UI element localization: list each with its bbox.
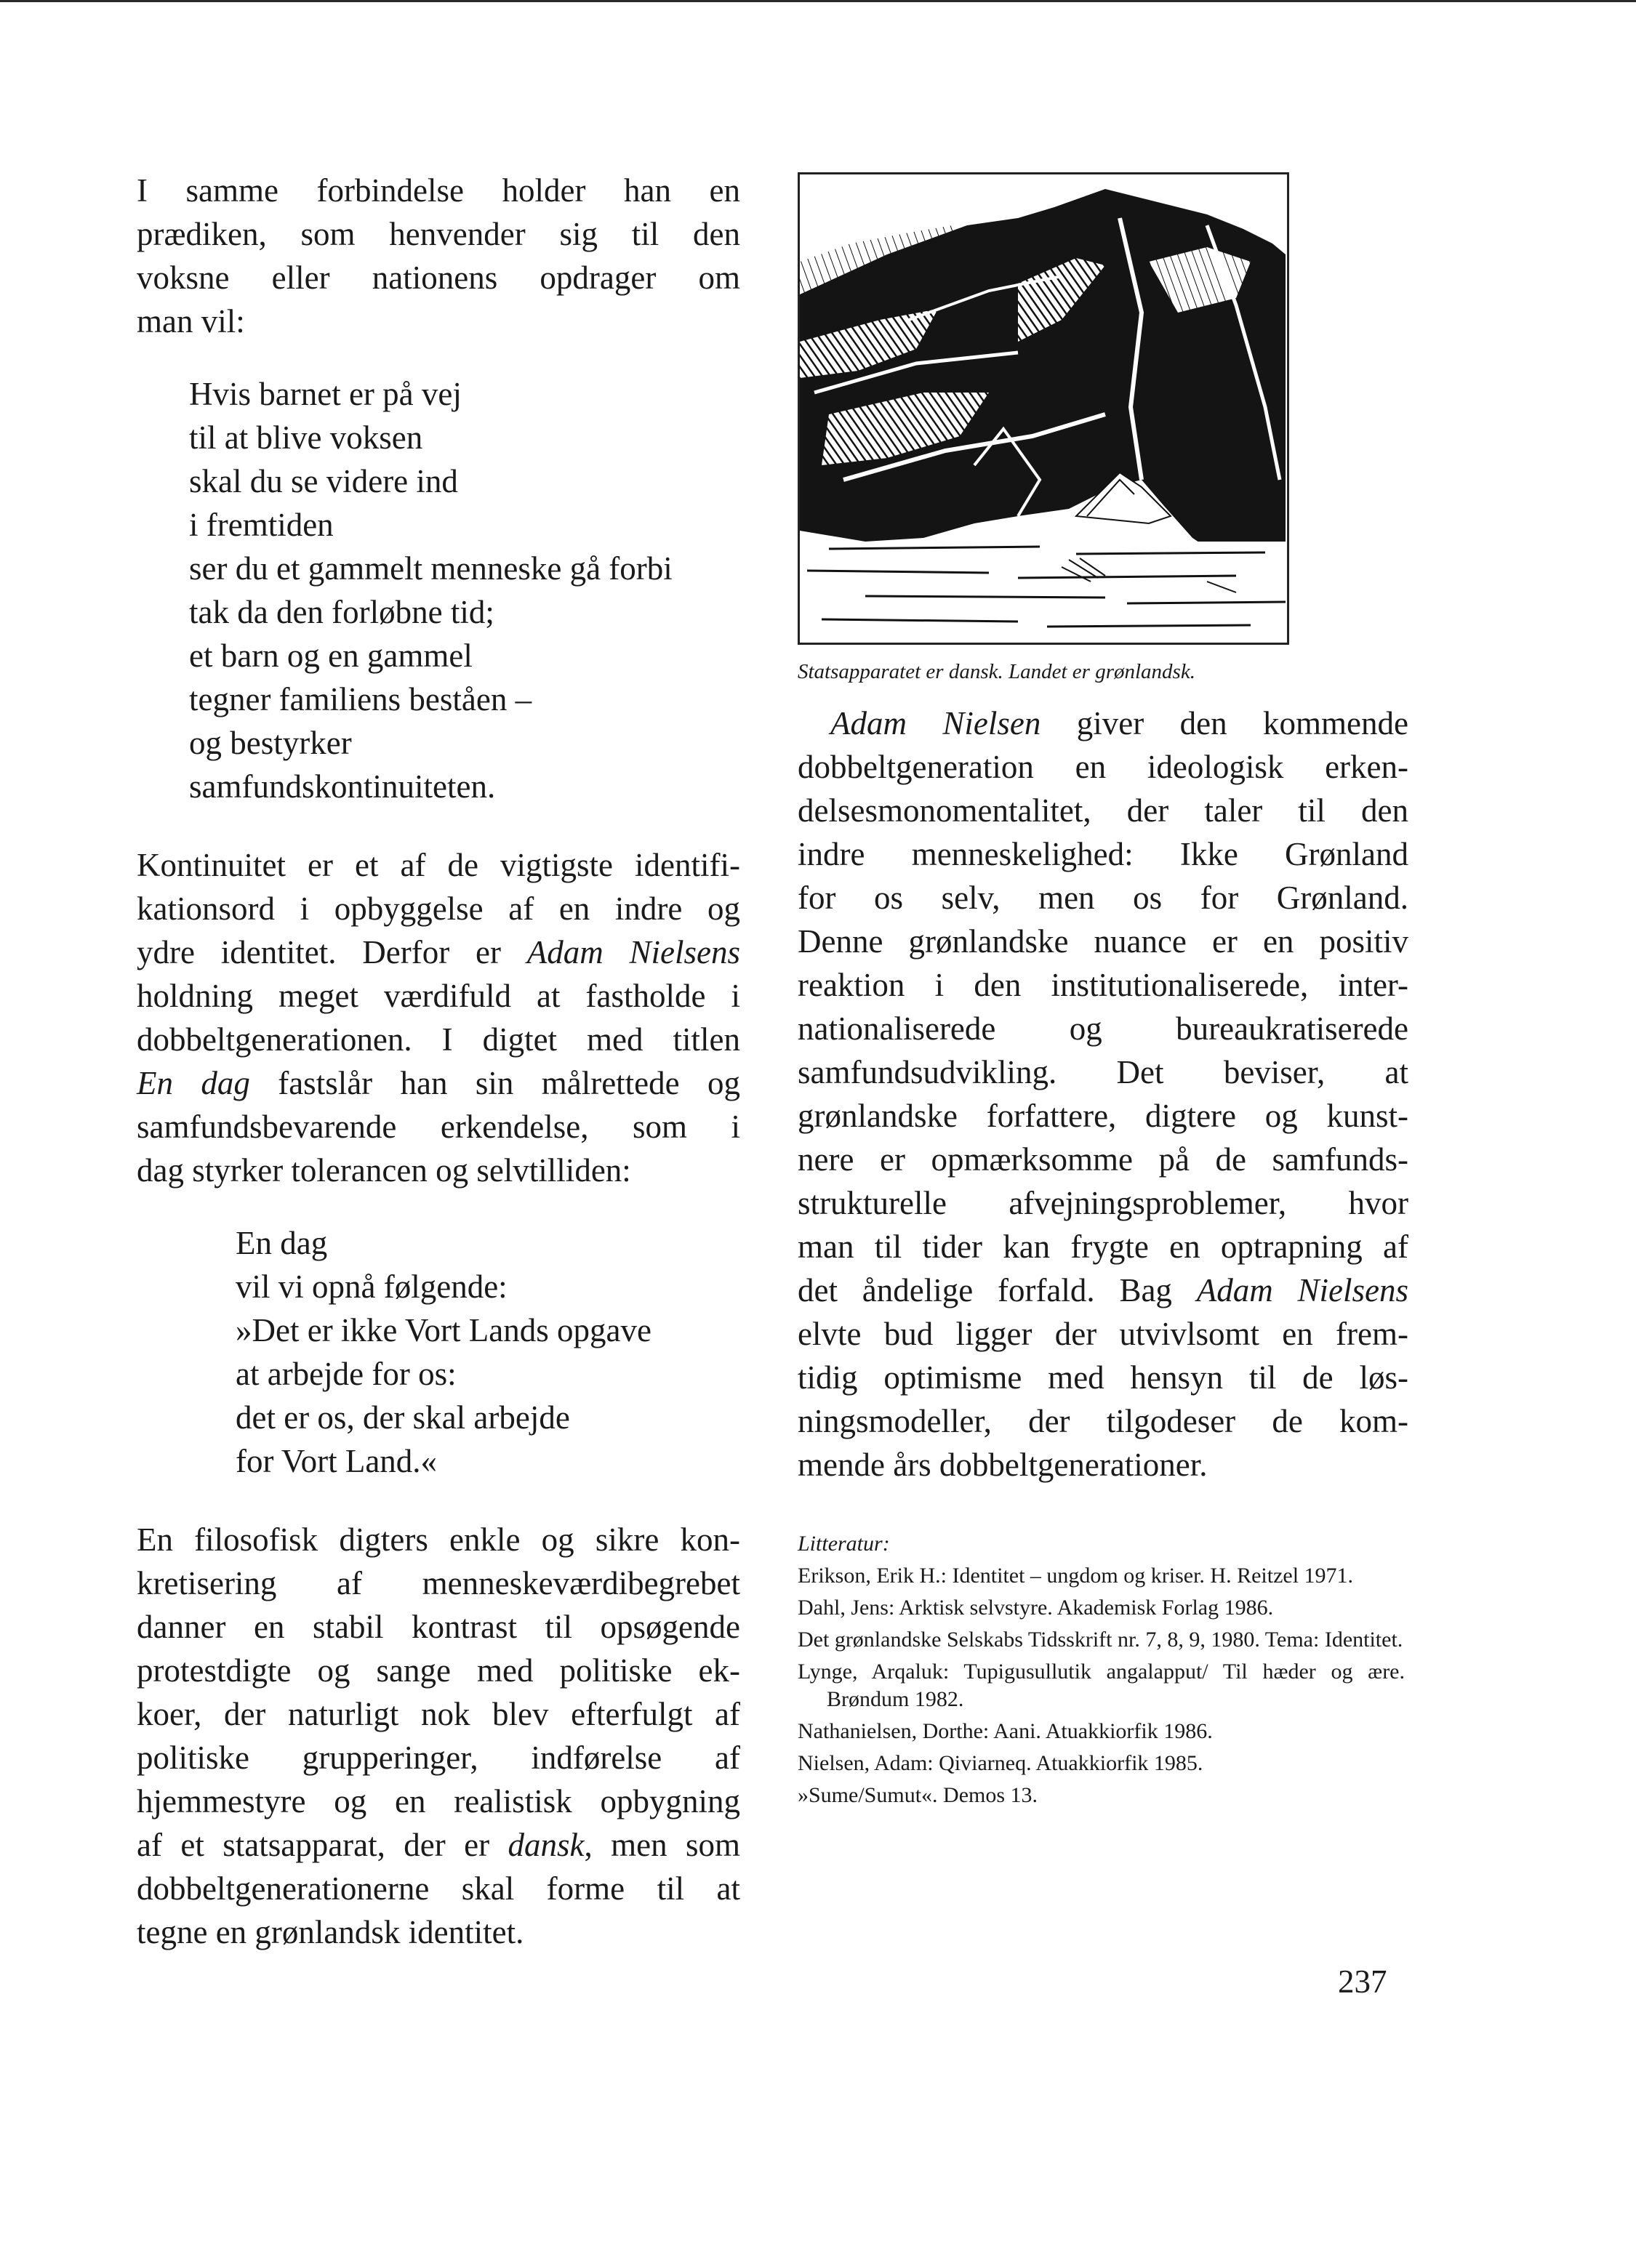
text-line: dobbeltgenerationen. I digtet med titlen (137, 1021, 740, 1058)
literature-item: »Sume/Sumut«. Demos 13. (798, 1783, 1038, 1807)
text-line: reaktion i den institutionaliserede, inter- (798, 967, 1408, 1003)
poem-line: ser du et gammelt menneske gå forbi (189, 550, 673, 587)
author-name: Adam Nielsens (1196, 1272, 1408, 1308)
figure-caption: Statsapparatet er dansk. Landet er grønlandsk. (798, 660, 1195, 683)
literature-item: Erikson, Erik H.: Identitet – ungdom og kriser. H. Reitzel 1971. (798, 1564, 1354, 1588)
text-line: hjemmestyre og en realistisk opbygning (137, 1783, 740, 1819)
text-line (137, 1061, 740, 1105)
poem-line: vil vi opnå følgende: (236, 1268, 508, 1305)
paragraph-intro (137, 169, 740, 343)
poem-line: samfundskontinuiteten. (189, 768, 496, 805)
poem-line: tak da den forløbne tid; (189, 594, 494, 630)
emphasis-word: dansk (508, 1827, 585, 1863)
text-line: kretisering af menneskeværdibegrebet (137, 1565, 740, 1601)
text-fragment: det åndelige forfald. Bag (798, 1272, 1197, 1308)
poem-line: tegner familiens beståen – (189, 681, 532, 717)
literature-section (798, 1532, 1408, 1809)
literature-heading: Litteratur: (798, 1532, 890, 1556)
paragraph-adam-nielsen (798, 701, 1408, 1487)
text-line: elvte bud ligger der utvivlsomt en frem- (798, 1316, 1408, 1352)
text-line: tegne en grønlandsk identitet. (137, 1914, 524, 1950)
text-fragment: af et statsapparat, der er (137, 1827, 508, 1863)
text-line: politiske grupperinger, indførelse af (137, 1740, 740, 1776)
text-line: samfundsbevarende erkendelse, som i (137, 1109, 740, 1145)
left-column (137, 169, 740, 1954)
text-line: dag styrker tolerancen og selvtilliden: (137, 1152, 631, 1189)
text-line: man vil: (137, 303, 245, 339)
poem-line: et barn og en gammel (189, 638, 473, 674)
text-line: koer, der naturligt nok blev efterfulgt af (137, 1696, 740, 1732)
text-line: kationsord i opbyggelse af en indre og (137, 890, 740, 927)
text-line: Denne grønlandske nuance er en positiv (798, 923, 1408, 960)
paragraph-kontinuitet (137, 843, 740, 1192)
text-line: mende års dobbeltgenerationer. (798, 1447, 1208, 1483)
text-line: strukturelle afvejningsproblemer, hvor (798, 1185, 1408, 1221)
author-name: Adam Nielsen (830, 705, 1041, 741)
literature-item: Det grønlandske Selskabs Tidsskrift nr. 7, 8, 9, 1980. Tema: Identitet. (798, 1628, 1403, 1652)
literature-item: Dahl, Jens: Arktisk selvstyre. Akademisk Forlag 1986. (798, 1596, 1274, 1620)
poem-line: »Det er ikke Vort Lands opgave (236, 1312, 651, 1348)
text-line (798, 1268, 1408, 1312)
poem-line: det er os, der skal arbejde (236, 1399, 570, 1436)
poem-hvis-barnet (189, 372, 740, 808)
text-line: I samme forbindelse holder han en (137, 172, 740, 209)
text-line: man til tider kan frygte en optrapning af (798, 1228, 1408, 1265)
text-line: for os selv, men os for Grønland. (798, 880, 1408, 916)
page-number: 237 (1338, 1963, 1387, 2000)
text-line: ningsmodeller, der tilgodeser de kom- (798, 1403, 1408, 1439)
right-column (798, 701, 1408, 1814)
text-line: indre menneskelighed: Ikke Grønland (798, 836, 1408, 872)
poem-line: En dag (236, 1225, 328, 1261)
poem-line: i fremtiden (189, 507, 334, 543)
text-line: delsesmonomentalitet, der taler til den (798, 792, 1408, 829)
text-line: grønlandske forfattere, digtere og kunst- (798, 1098, 1408, 1134)
poem-line: til at blive voksen (189, 419, 423, 456)
text-fragment: ydre identitet. Derfor er (137, 934, 527, 970)
text-line: tidig optimisme med hensyn til de løs- (798, 1359, 1408, 1396)
text-line: protestdigte og sange med politiske ek- (137, 1652, 740, 1689)
text-line: dobbeltgenerationerne skal forme til at (137, 1870, 740, 1907)
poem-line: skal du se videre ind (189, 463, 458, 499)
text-line: holdning meget værdifuld at fastholde i (137, 978, 740, 1014)
text-line: dobbeltgeneration en ideologisk erken- (798, 749, 1408, 785)
text-line: danner en stabil kontrast til opsøgende (137, 1609, 740, 1645)
text-line: nationaliserede og bureaukratiserede (798, 1010, 1408, 1047)
landscape-illustration (798, 172, 1289, 645)
text-line: samfundsudvikling. Det beviser, at (798, 1054, 1408, 1090)
mountain-drawing (800, 174, 1287, 643)
poem-line: for Vort Land.« (236, 1443, 438, 1479)
literature-item: Nathanielsen, Dorthe: Aani. Atuakkiorfik 1986. (798, 1719, 1213, 1743)
page-top-rule (0, 0, 1636, 2)
literature-list (798, 1562, 1405, 1809)
text-fragment: fastslår han sin målrettede og (249, 1065, 740, 1101)
poem-line: Hvis barnet er på vej (189, 376, 462, 412)
paragraph-filosofisk-digter (137, 1518, 740, 1954)
text-fragment: , men som (584, 1827, 740, 1863)
literature-item: Nielsen, Adam: Qiviarneq. Atuakkiorfik 1985. (798, 1751, 1203, 1775)
poem-line: og bestyrker (189, 725, 352, 761)
author-name: Adam Nielsens (526, 934, 740, 970)
text-line: Kontinuitet er et af de vigtigste identifi- (137, 847, 740, 883)
poem-title: En dag (137, 1065, 250, 1101)
literature-item: Lynge, Arqaluk: Tupigusullutik angalapput/ Til hæder og ære. Brøndum 1982. (798, 1660, 1405, 1711)
poem-en-dag (236, 1221, 740, 1483)
text-line (137, 1823, 740, 1867)
text-line: nere er opmærksomme på de samfunds- (798, 1141, 1408, 1178)
text-line: voksne eller nationens opdrager om (137, 260, 740, 296)
text-line: prædiken, som henvender sig til den (137, 216, 740, 252)
poem-line: at arbejde for os: (236, 1356, 457, 1392)
text-line (798, 701, 1408, 745)
text-line: En filosofisk digters enkle og sikre kon- (137, 1521, 740, 1558)
text-line (137, 930, 740, 974)
text-fragment: giver den kommende (1040, 705, 1408, 741)
